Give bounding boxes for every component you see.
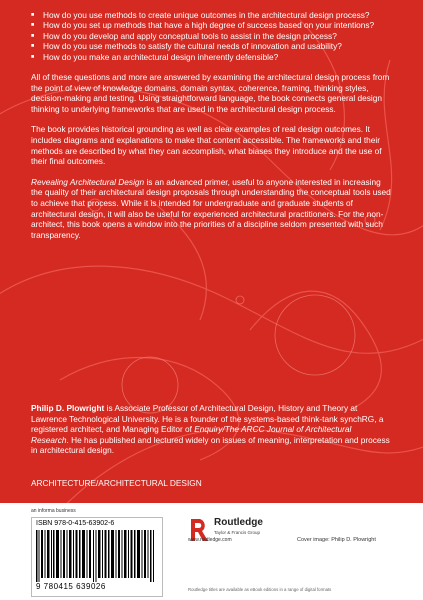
back-cover-text <box>31 10 391 240</box>
journal-title: Enquiry/The ARCC Journal of Architectural Research <box>31 424 352 445</box>
description-paragraph-3 <box>31 177 391 241</box>
author-bio-text-2: . He has published and lectured widely on issues of meaning, interpretation and process in architectural design. <box>31 434 390 456</box>
author-bio <box>31 403 391 456</box>
question-item: ■ How do you set up methods that have a high degree of success based on your intentions? <box>31 20 391 30</box>
barcode-panel <box>31 517 163 597</box>
question-item: ■ How do you develop and apply conceptual tools to assist in the design process? <box>31 31 391 41</box>
description-paragraph-3-text: is an advanced primer, useful to anyone interested in increasing the quality of their architectural design proposals through understanding the conceptual tools used to achieve that process. While it is intended for undergraduate and graduate students of architectural design, it will also be useful for experienced architectural practitioners. For the non-architect, this book opens a window into the priorities of a discipline seldom presented with such transparency. <box>31 176 391 240</box>
ebook-note: Routledge titles are available as eBook editions in a range of digital formats <box>188 587 332 592</box>
barcode-icon <box>36 530 156 582</box>
publisher-group: Taylor & Francis Group <box>214 530 261 535</box>
barcode-number: 9 780415 639026 <box>36 582 106 591</box>
author-name: Philip D. Plowright <box>31 403 105 413</box>
description-paragraph-2: The book provides historical grounding as well as clear examples of real design outcomes. It includes diagrams and explanations to make that content accessible. The frameworks and their methods are described by what they can accomplish, what biases they introduce and the use of their final outcomes. <box>31 124 382 167</box>
publisher-tagline: an informa business <box>31 508 76 514</box>
cover-footer <box>0 503 423 600</box>
cover-image-credit: Cover image: Philip D. Plowright <box>297 537 376 543</box>
question-list <box>31 10 391 62</box>
publisher-website: www.routledge.com <box>188 537 232 543</box>
description-paragraph-1: All of these questions and more are answered by examining the architectural design process from the point of view of knowledge domains, domain syntax, coherence, framing, thinking styles, decision-making and testing. Using straightforward language, the book connects general design thinking to underlying frameworks that are used in the architectural design process. <box>31 72 390 114</box>
book-title: Revealing Architectural Design <box>31 176 145 187</box>
author-bio-text-1: is Associate Professor of Architectural Design, History and Theory at Lawrence Technological University. He is a founder of the systems-based think-tank synchRG, a registered architect, and Managing Editor of <box>31 403 384 435</box>
question-item: ■ How do you use methods to create unique outcomes in the architectural design process? <box>31 10 391 20</box>
question-item: ■ How do you make an architectural design inherently defensible? <box>31 52 391 62</box>
question-item: ■ How do you use methods to satisfy the cultural needs of innovation and usability? <box>31 41 391 51</box>
publisher-name: Routledge <box>214 517 263 528</box>
isbn-label: ISBN 978-0-415-63902-6 <box>36 520 115 527</box>
subject-category: ARCHITECTURE/ARCHITECTURAL DESIGN <box>31 478 202 488</box>
